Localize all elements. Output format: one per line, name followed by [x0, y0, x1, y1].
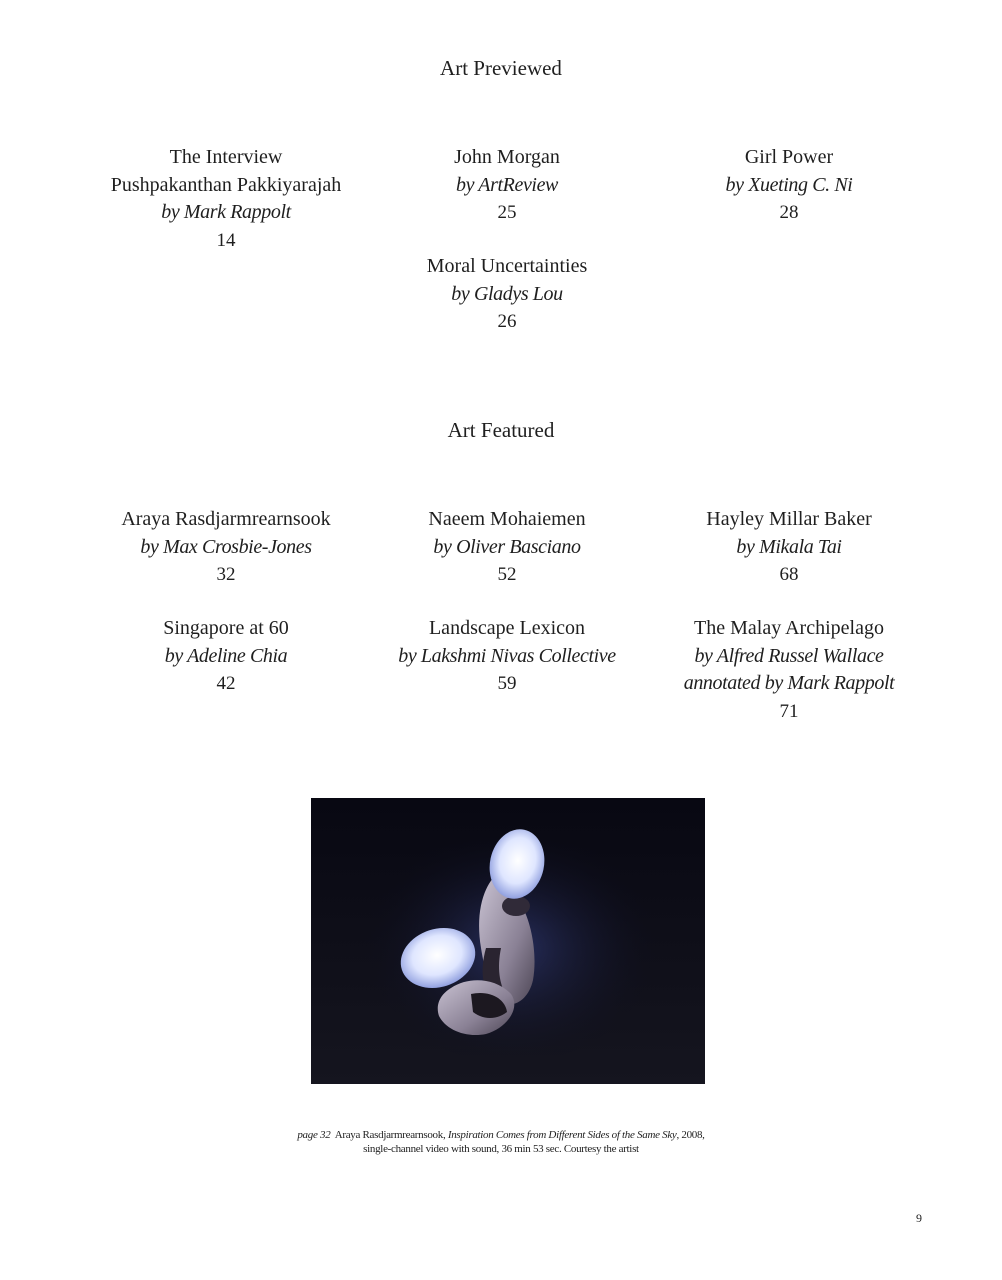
entry-author: by Mikala Tai	[736, 535, 842, 558]
contents-entry[interactable]	[76, 144, 376, 254]
section-heading-art-previewed: Art Previewed	[440, 56, 562, 80]
entry-author: by Mark Rappolt	[161, 201, 291, 223]
entry-page-number: 28	[779, 202, 799, 223]
photo-caption	[200, 1128, 802, 1156]
page-number: 9	[916, 1211, 922, 1225]
entry-subtitle: Pushpakanthan Pakkiyarajah	[110, 173, 342, 196]
entry-author: by Max Crosbie-Jones	[140, 535, 312, 558]
entry-title: The Interview	[169, 146, 283, 168]
caption-page-ref: page 32	[297, 1129, 331, 1141]
entry-author: by Gladys Lou	[451, 282, 563, 305]
contents-entry[interactable]	[639, 506, 939, 589]
entry-title: Naeem Mohaiemen	[428, 508, 586, 530]
contents-entry[interactable]	[76, 506, 376, 589]
entry-title: John Morgan	[454, 146, 560, 168]
entry-page-number: 59	[497, 673, 517, 694]
contents-entry[interactable]	[76, 615, 376, 698]
caption-details: , 2008,	[676, 1129, 705, 1141]
section-heading-art-featured: Art Featured	[447, 418, 555, 442]
entry-page-number: 42	[216, 673, 236, 694]
entry-page-number: 25	[497, 202, 517, 223]
entry-title: Moral Uncertainties	[426, 255, 588, 277]
caption-artist: Araya Rasdjarmrearnsook,	[334, 1129, 446, 1141]
contents-entry[interactable]	[357, 253, 657, 336]
entry-author: by ArtReview	[455, 173, 559, 196]
entry-page-number: 52	[497, 564, 517, 585]
artwork-illustration	[311, 798, 705, 1084]
entry-page-number: 68	[779, 564, 799, 585]
contents-entry[interactable]	[357, 144, 657, 227]
entry-author: by Xueting C. Ni	[725, 173, 853, 196]
contents-entry[interactable]	[357, 506, 657, 589]
entry-author: by Alfred Russel Wallace	[694, 644, 884, 667]
contents-entry[interactable]	[639, 144, 939, 227]
entry-page-number: 14	[216, 229, 236, 251]
entry-author: by Oliver Basciano	[433, 535, 581, 558]
entry-title: Araya Rasdjarmrearnsook	[121, 508, 331, 530]
entry-author: by Adeline Chia	[164, 644, 288, 667]
entry-title: The Malay Archipelago	[694, 617, 884, 639]
contents-entry[interactable]	[639, 615, 939, 725]
artwork-photo	[311, 798, 705, 1084]
entry-author: by Lakshmi Nivas Collective	[398, 644, 616, 667]
entry-page-number: 71	[779, 700, 799, 722]
entry-page-number: 32	[216, 564, 236, 585]
entry-annotator: annotated by Mark Rappolt	[683, 672, 895, 694]
contents-entry[interactable]	[357, 615, 657, 698]
entry-page-number: 26	[497, 311, 517, 332]
caption-work-title: Inspiration Comes from Different Sides of the Same Sky	[447, 1129, 677, 1141]
entry-title: Girl Power	[744, 146, 834, 168]
entry-title: Hayley Millar Baker	[706, 508, 872, 530]
entry-title: Singapore at 60	[163, 617, 289, 639]
entry-title: Landscape Lexicon	[428, 617, 586, 639]
caption-details-line2: single-channel video with sound, 36 min 53 sec. Courtesy the artist	[363, 1143, 639, 1155]
